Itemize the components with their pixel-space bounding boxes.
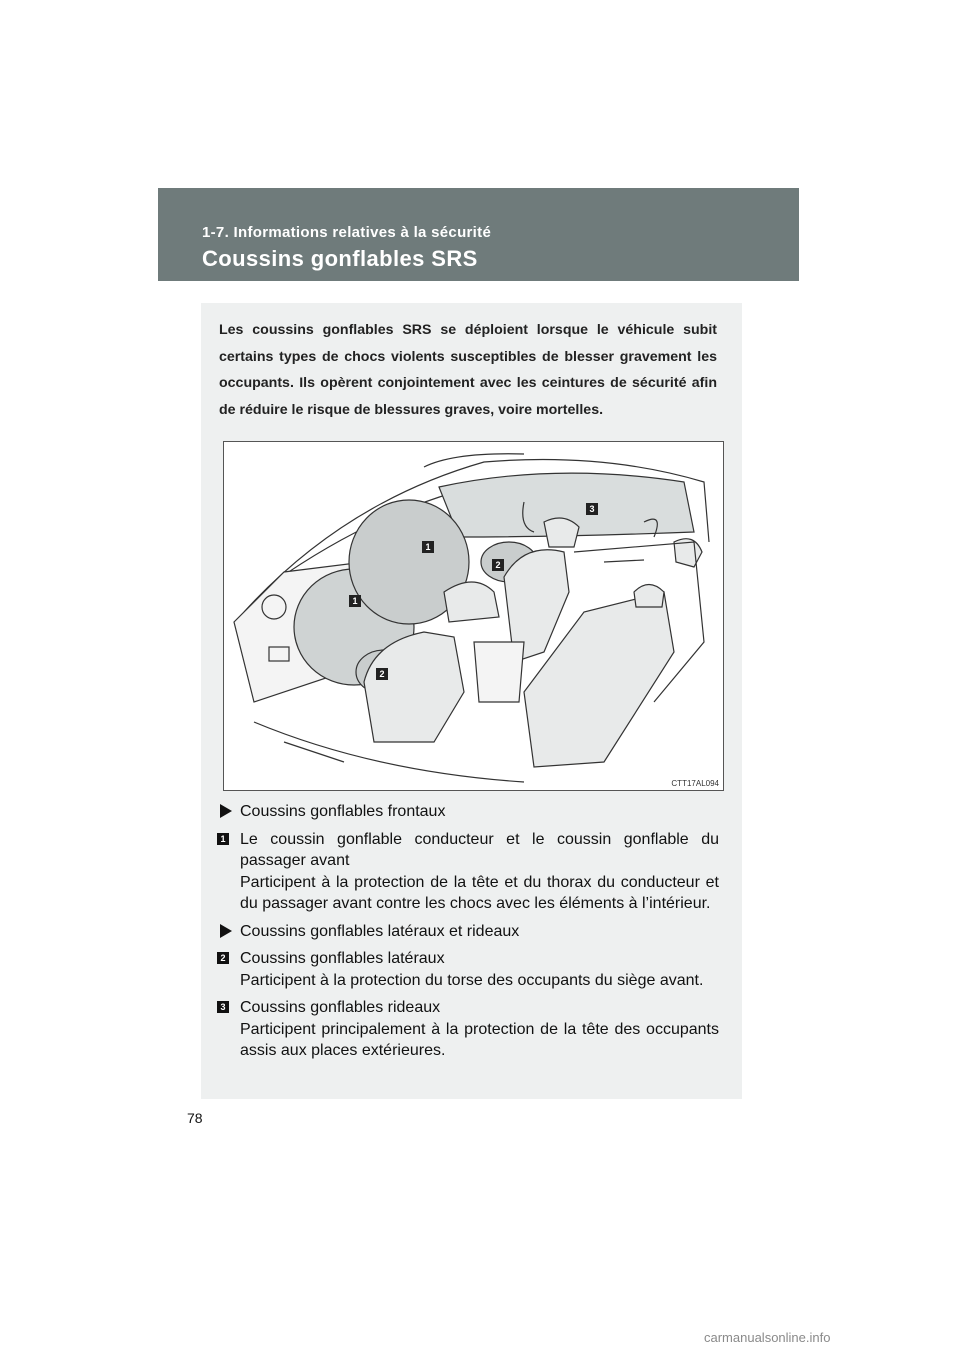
figure-code: CTT17AL094 bbox=[671, 779, 719, 788]
list-heading-text: Coussins gonflables frontaux bbox=[240, 803, 446, 820]
item-description: Participent à la protection de la tête et du thorax du conducteur et du passager avant contre les chocs avec les éléments à l’intérieur. bbox=[240, 873, 719, 912]
number-badge-icon: 1 bbox=[217, 833, 229, 845]
callout-2-driver: 2 bbox=[376, 668, 388, 680]
callout-3-curtain: 3 bbox=[586, 503, 598, 515]
item-title: Le coussin gonflable conducteur et le coussin gonflable du passager avant bbox=[240, 830, 719, 869]
content-panel bbox=[201, 303, 742, 1099]
page-title: Coussins gonflables SRS bbox=[202, 246, 478, 271]
callout-1-passenger: 1 bbox=[422, 541, 434, 553]
item-description: Participent principalement à la protection de la tête des occupants assis aux places extérieures. bbox=[240, 1020, 719, 1059]
item-title: Coussins gonflables rideaux bbox=[240, 999, 441, 1016]
callout-2-passenger: 2 bbox=[492, 559, 504, 571]
triangle-bullet-icon bbox=[220, 804, 232, 818]
chapter-header bbox=[158, 188, 799, 281]
airbag-list bbox=[217, 801, 719, 1068]
number-badge-icon: 2 bbox=[217, 952, 229, 964]
car-interior-drawing bbox=[224, 442, 723, 790]
page-number: 78 bbox=[187, 1110, 203, 1126]
number-badge-icon: 3 bbox=[217, 1001, 229, 1013]
item-description: Participent à la protection du torse des occupants du siège avant. bbox=[240, 971, 704, 989]
item-title: Coussins gonflables latéraux bbox=[240, 950, 445, 967]
section-title: 1-7. Informations relatives à la sécurité bbox=[202, 224, 492, 241]
triangle-bullet-icon bbox=[220, 924, 232, 938]
list-heading-frontal bbox=[217, 801, 719, 823]
callout-1-driver: 1 bbox=[349, 595, 361, 607]
airbag-illustration bbox=[223, 441, 724, 791]
list-heading-text: Coussins gonflables latéraux et rideaux bbox=[240, 922, 520, 940]
intro-paragraph: Les coussins gonflables SRS se déploient lorsque le véhicule subit certains types de chocs violents susceptibles de blesser gravement les occupants. Ils opèrent conjointement avec les ceintures de sécurité afin de réduire le risque de blessures graves, voire mortelles. bbox=[219, 322, 717, 418]
list-item-1 bbox=[217, 829, 719, 915]
watermark: carmanualsonline.info bbox=[704, 1330, 831, 1345]
list-item-3 bbox=[217, 997, 719, 1062]
list-heading-side bbox=[217, 921, 719, 943]
list-item-2 bbox=[217, 948, 719, 991]
